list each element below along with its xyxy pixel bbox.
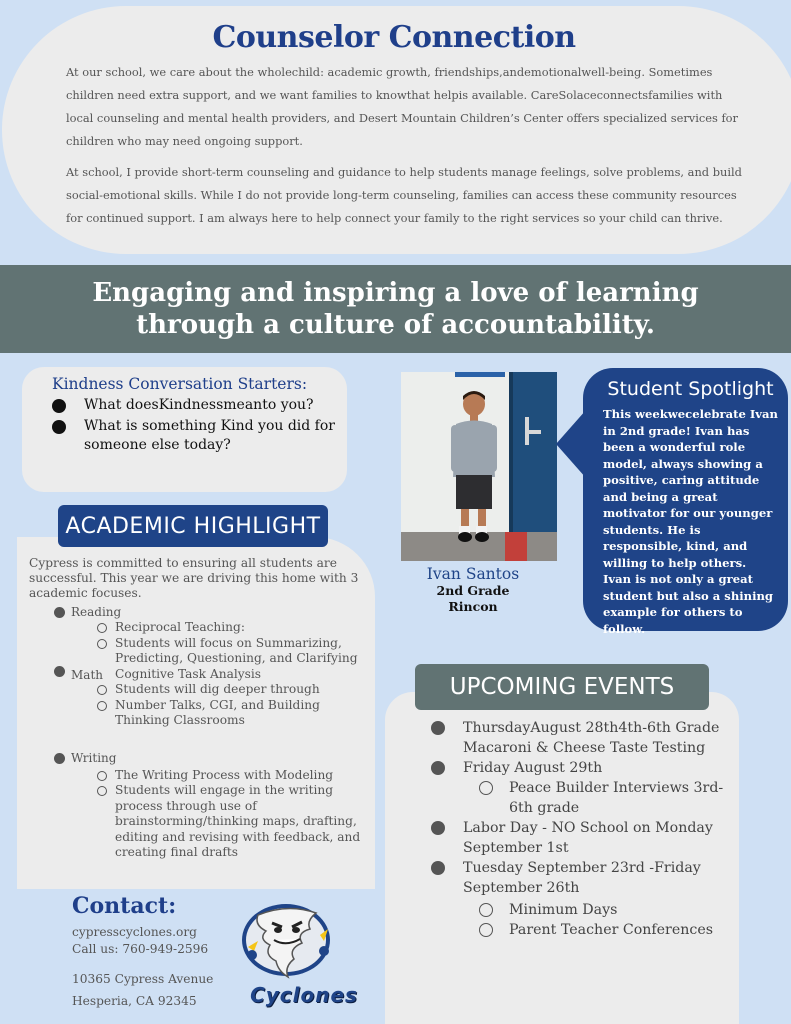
list-item: Students will engage in the writing process through use of brainstorming/thinking maps, drafting, editing and revising with feedback, and creating final drafts xyxy=(29,783,365,861)
counselor-title: Counselor Connection xyxy=(212,20,576,55)
list-item: The Writing Process with Modeling xyxy=(29,768,365,784)
motto-banner xyxy=(0,265,791,353)
counselor-paragraph-1: At our school, we care about the wholechild: academic growth, friendships,andemotionalwell-being. Sometimes children need extra support, and we want families to knowthat helpis available. CareSolaceconnectsfamilies with local counseling and mental health providers, and Desert Mountain Children’s Center offers specialized services for children who may need ongoing support. xyxy=(66,65,738,148)
academic-highlight-card: Cypress is committed to ensuring all students are successful. This year we are driving this home with 3 academic focuses. Reading Reciprocal Teaching: Students will focus on Summarizing, Predicting, Questioning, and Clarifying Math Cognitive Task Analysis Students will dig deeper through Number Talks, CGI, and Building Thinking Classrooms Writing The Writing Process with Modeling Students will engage in the writing process through use of brainstorming/thinking maps, drafting, editing and revising with feedback, and creating final drafts xyxy=(17,537,375,889)
counselor-section xyxy=(2,6,791,254)
list-item: Reciprocal Teaching: xyxy=(29,620,365,636)
kindness-card xyxy=(22,367,347,492)
student-spotlight-card xyxy=(583,368,788,636)
bullet-icon xyxy=(52,399,66,413)
circle-bullet-icon xyxy=(479,781,493,795)
bullet-icon xyxy=(52,420,66,434)
cyclones-logo xyxy=(228,895,378,1010)
bullet-icon xyxy=(54,753,65,764)
spotlight-pointer xyxy=(556,410,586,478)
student-caption xyxy=(401,565,545,615)
motto-line-2: through a culture of accountability. xyxy=(136,310,655,340)
circle-bullet-icon xyxy=(97,685,107,695)
kindness-item: What doesKindnessmeanto you? xyxy=(52,396,335,415)
bullet-icon xyxy=(431,721,445,735)
spotlight-text: This weekwecelebrate Ivan in 2nd grade! Ivan has been a wonderful role model, always showing a positive, caring attitude and being a great motivator for our younger students. He is responsible, kind, and willing to help others. Ivan is not only a great student but also a shining example for others to follow. xyxy=(603,407,778,636)
event-item: Labor Day - NO School on Monday September 1st xyxy=(429,818,727,858)
upcoming-events-title: UPCOMING EVENTS xyxy=(415,664,709,710)
event-subitem: Minimum Days xyxy=(429,900,727,920)
topic-writing: Writing xyxy=(29,751,365,766)
spotlight-title: Student Spotlight xyxy=(607,378,774,400)
academic-intro: Cypress is committed to ensuring all students are successful. This year we are driving this home with 3 academic focuses. xyxy=(29,556,359,600)
circle-bullet-icon xyxy=(97,701,107,711)
student-name: Ivan Santos xyxy=(426,565,520,583)
student-grade: 2nd Grade xyxy=(436,583,510,598)
phone-number[interactable]: Call us: 760-949-2596 xyxy=(72,942,209,956)
counselor-paragraph-2: At school, I provide short-term counseling and guidance to help students manage feelings, solve problems, and build social-emotional skills. While I do not provide long-term counseling, families can access these community resources for continued support. I am always here to help connect your family to the right services so your child can thrive. xyxy=(66,165,742,225)
cyclones-wordmark: Cyclones xyxy=(250,983,358,1007)
address-line-1: 10365 Cypress Avenue xyxy=(72,972,214,986)
circle-bullet-icon xyxy=(97,786,107,796)
circle-bullet-icon xyxy=(97,771,107,781)
circle-bullet-icon xyxy=(479,923,493,937)
topic-reading: Reading xyxy=(29,605,365,620)
event-subitem: Parent Teacher Conferences xyxy=(429,920,727,940)
event-item: Tuesday September 23rd -Friday September 26th xyxy=(429,858,727,898)
event-subitem: Peace Builder Interviews 3rd-6th grade xyxy=(429,778,727,818)
kindness-item: What is something Kind you did for someone else today? xyxy=(52,417,335,455)
upcoming-events-card xyxy=(385,692,739,1024)
student-team: Rincon xyxy=(448,599,498,614)
bullet-icon xyxy=(431,821,445,835)
website-link[interactable]: cypresscyclones.org xyxy=(72,925,197,939)
circle-bullet-icon xyxy=(97,623,107,633)
list-item: Students will focus on Summarizing, Predicting, Questioning, and Clarifying xyxy=(29,636,365,667)
address-line-2: Hesperia, CA 92345 xyxy=(72,994,197,1008)
event-item: Friday August 29th xyxy=(429,758,727,778)
circle-bullet-icon xyxy=(479,903,493,917)
list-item: Cognitive Task Analysis xyxy=(115,666,262,681)
bullet-icon xyxy=(431,861,445,875)
circle-bullet-icon xyxy=(97,639,107,649)
bullet-icon xyxy=(54,607,65,618)
list-item: Number Talks, CGI, and Building Thinking Classrooms xyxy=(29,698,365,729)
contact-title: Contact: xyxy=(72,893,177,919)
motto-line-1: Engaging and inspiring a love of learning xyxy=(92,278,699,308)
kindness-list xyxy=(52,396,335,455)
kindness-title: Kindness Conversation Starters: xyxy=(52,375,308,393)
student-photo-illustration xyxy=(401,372,557,561)
event-item: ThursdayAugust 28th4th-6th Grade Macaroni & Cheese Taste Testing xyxy=(429,718,727,758)
student-photo xyxy=(401,372,557,561)
contact-section xyxy=(72,893,247,1012)
bullet-icon xyxy=(431,761,445,775)
list-item: Students will dig deeper through xyxy=(29,682,365,698)
academic-highlight-title: ACADEMIC HIGHLIGHT xyxy=(58,505,328,547)
